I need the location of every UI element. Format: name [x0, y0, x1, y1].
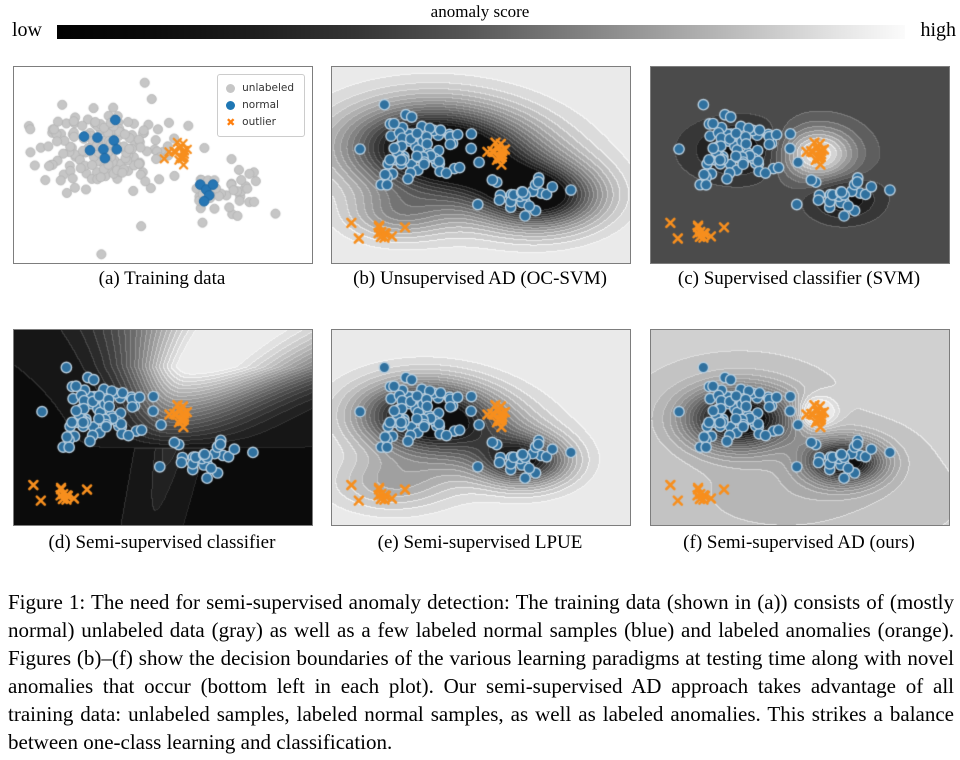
panel-e-lpue	[331, 329, 631, 526]
subcaption-c: (c) Supervised classifier (SVM)	[677, 268, 921, 289]
colorbar-title: anomaly score	[430, 2, 530, 21]
anomaly-score-colorbar	[57, 25, 905, 39]
legend-item-outlier	[226, 114, 294, 131]
subcaption-a: (a) Training data	[98, 268, 226, 289]
panel-d-canvas	[14, 330, 312, 525]
panel-b-ocsvm	[331, 66, 631, 264]
panel-c-canvas	[651, 67, 949, 263]
subcaption-e: (e) Semi-supervised LPUE	[377, 532, 583, 553]
subcaption-b: (b) Unsupervised AD (OC-SVM)	[353, 268, 607, 289]
legend	[217, 74, 305, 137]
legend-item-normal	[226, 97, 294, 114]
colorbar-low-label: low	[12, 19, 42, 41]
panel-a-training-data	[13, 66, 313, 264]
panel-d-semisupervised-classifier	[13, 329, 313, 526]
legend-label: outlier	[242, 116, 276, 128]
panel-e-canvas	[332, 330, 630, 525]
legend-label: unlabeled	[242, 82, 294, 94]
panel-f-semisupervised-ad	[650, 329, 950, 526]
figure-caption: Figure 1: The need for semi-supervised anomaly detection: The training data (shown in (a)) consists of (mostly normal) unlabeled data (gray) as well as a few labeled normal samples (blue) and labeled anomalies (orange). Figures (b)–(f) show the decision boundaries of the various learning paradigms at testing time along with novel anomalies that occur (bottom left in each plot). Our semi-supervised AD approach takes advantage of all training data: unlabeled samples, labeled normal samples, as well as labeled anomalies. This strikes a balance between one-class learning and classification.	[8, 590, 954, 754]
legend-label: normal	[242, 99, 279, 111]
colorbar-high-label: high	[920, 19, 956, 41]
panel-c-svm	[650, 66, 950, 264]
normal-marker-icon	[226, 101, 235, 110]
subcaption-f: (f) Semi-supervised AD (ours)	[683, 532, 915, 553]
legend-item-unlabeled	[226, 80, 294, 97]
subcaption-d: (d) Semi-supervised classifier	[48, 532, 276, 553]
outlier-marker-icon: ✖	[226, 116, 236, 129]
panel-f-canvas	[651, 330, 949, 525]
panel-b-canvas	[332, 67, 630, 263]
unlabeled-marker-icon	[226, 84, 235, 93]
